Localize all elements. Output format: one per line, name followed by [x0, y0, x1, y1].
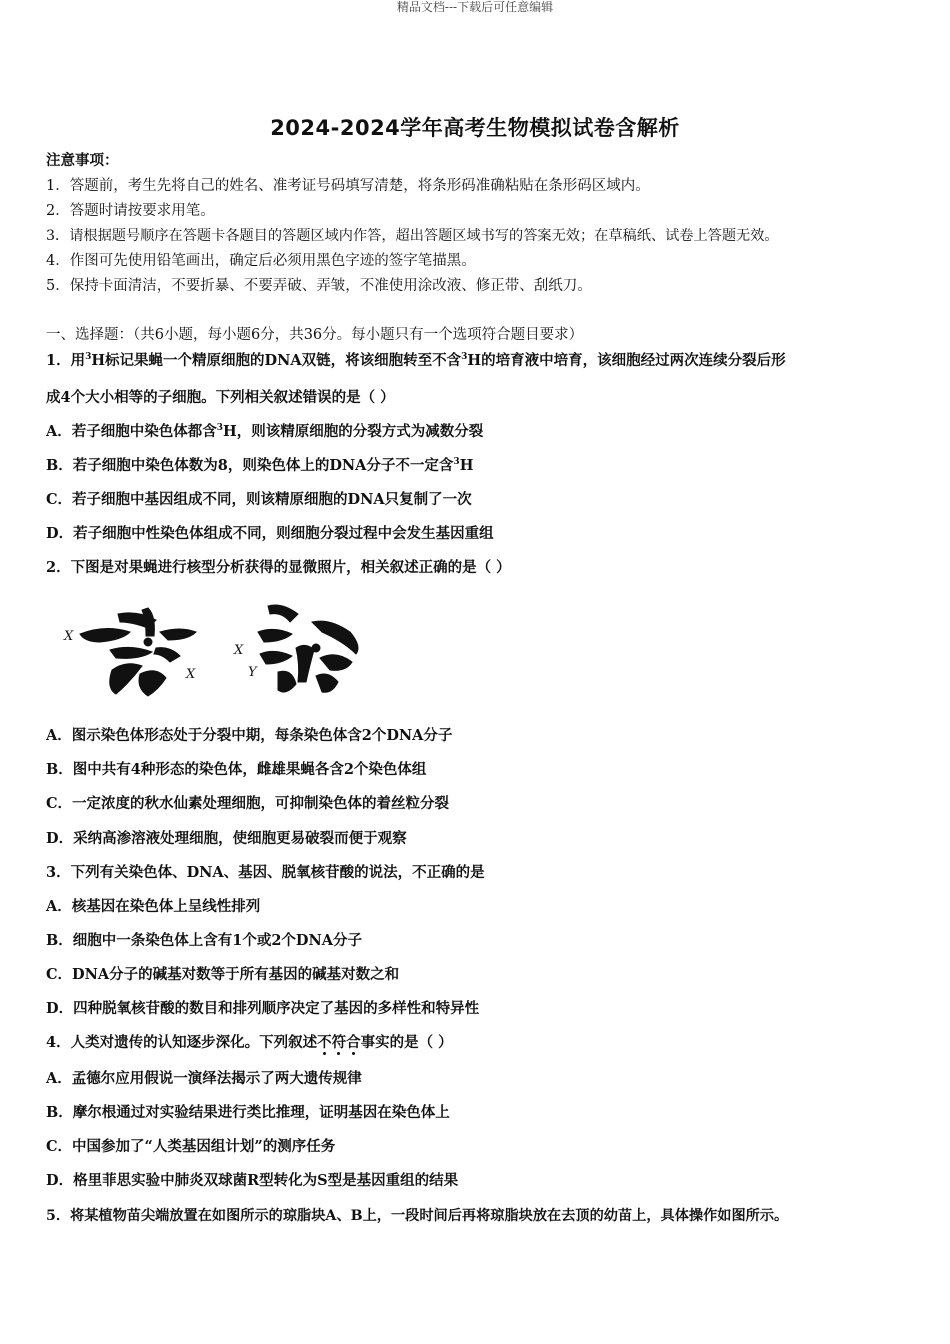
question-1-stem: 1．用$^3$H标记果蝇一个精原细胞的DNA双链，将该细胞转至不含$^3$H的培育液中培育，该细胞经过两次连续分裂后形	[46, 352, 786, 369]
chromosome	[296, 645, 314, 682]
chromosome	[110, 647, 152, 658]
karyotype-micrograph	[60, 592, 440, 710]
chromosome	[154, 648, 180, 662]
chromosome	[320, 655, 352, 671]
emphasis-char: 合	[346, 1034, 361, 1051]
chromosome-label-x: X	[64, 629, 74, 644]
notice-item-3: 3．请根据题号顺序在答题卡各题目的答题区域内作答，超出答题区域书写的答案无效；在草稿纸、试卷上答题无效。	[46, 228, 779, 244]
question-1-stem-cont: 成4个大小相等的子细胞。下列相关叙述错误的是（ ）	[46, 389, 395, 406]
chromosome	[80, 628, 130, 642]
chromosome-label-x: X	[186, 667, 196, 682]
notice-item-1: 1．答题前，考生先将自己的姓名、准考证号码填写清楚，将条形码准确粘贴在条形码区域内。	[46, 178, 650, 194]
question-2-option-d: D．采纳高渗溶液处理细胞，使细胞更易破裂而便于观察	[46, 830, 407, 847]
page-title: 2024-2024学年高考生物模拟试卷含解析	[270, 116, 680, 140]
chromosome	[278, 671, 296, 692]
notice-heading: 注意事项：	[46, 152, 119, 169]
question-3-option-d: D．四种脱氧核苷酸的数目和排列顺序决定了基因的多样性和特异性	[46, 1000, 480, 1017]
emphasis-char: 符	[331, 1034, 347, 1051]
question-2-option-c: C．一定浓度的秋水仙素处理细胞，可抑制染色体的着丝粒分裂	[46, 795, 450, 812]
question-4-option-c: C．中国参加了“人类基因组计划”的测序任务	[46, 1138, 336, 1155]
notice-item-4: 4．作图可先使用铅笔画出，确定后必须用黑色字迹的签字笔描黑。	[46, 253, 476, 269]
chromosome-dot	[312, 644, 320, 652]
chromosome	[268, 605, 298, 622]
chromosome-dot	[144, 638, 152, 646]
chromosome-label-x: X	[234, 643, 244, 658]
question-3-option-c: C．DNA分子的碱基对数等于所有基因的碱基对数之和	[46, 966, 400, 983]
question-4-stem: 4．人类对遗传的认知逐步深化。下列叙述不符合事实的是（ ）	[46, 1034, 453, 1051]
chromosome	[258, 629, 292, 642]
question-2-option-b: B．图中共有4种形态的染色体，雌雄果蝇各含2个染色体组	[46, 761, 427, 778]
header-note: 精品文档---下载后可任意编辑	[396, 0, 554, 14]
question-1-option-a: A．若子细胞中染色体都含$^3$H，则该精原细胞的分裂方式为减数分裂	[46, 423, 484, 440]
question-4-option-a: A．孟德尔应用假说一演绎法揭示了两大遗传规律	[46, 1070, 362, 1087]
chromosome	[110, 664, 142, 694]
question-5-stem: 5．将某植物苗尖端放置在如图所示的琼脂块A、B上，一段时间后再将琼脂块放在去顶的幼苗上，具体操作如图所示。	[46, 1208, 789, 1224]
question-4-option-b: B．摩尔根通过对实验结果进行类比推理，证明基因在染色体上	[46, 1104, 450, 1121]
notice-item-2: 2．答题时请按要求用笔。	[46, 203, 215, 219]
question-1-option-c: C．若子细胞中基因组成不同，则该精原细胞的DNA只复制了一次	[46, 491, 472, 508]
emphasis-char: 不	[317, 1034, 332, 1051]
notice-item-5: 5．保持卡面清洁，不要折暴、不要弄破、弄皱，不准使用涂改液、修正带、刮纸刀。	[46, 278, 592, 294]
chromosome	[160, 629, 196, 640]
question-2-stem: 2．下图是对果蝇进行核型分析获得的显微照片，相关叙述正确的是（ ）	[46, 559, 511, 576]
question-3-stem: 3．下列有关染色体、DNA、基因、脱氧核苷酸的说法，不正确的是	[46, 864, 485, 881]
chromosome	[316, 674, 338, 692]
section-heading: 一、选择题：（共6小题，每小题6分，共36分。每小题只有一个选项符合题目要求）	[46, 327, 584, 343]
question-1-option-d: D．若子细胞中性染色体组成不同，则细胞分裂过程中会发生基因重组	[46, 525, 494, 542]
chromosome	[260, 651, 292, 664]
question-1-option-b: B．若子细胞中染色体数为8，则染色体上的DNA分子不一定含$^3$H	[46, 457, 474, 474]
chromosome-label-y: Y	[248, 665, 257, 680]
question-2-option-a: A．图示染色体形态处于分裂中期，每条染色体含2个DNA分子	[46, 727, 453, 744]
question-3-option-a: A．核基因在染色体上呈线性排列	[46, 898, 261, 915]
question-4-option-d: D．格里菲思实验中肺炎双球菌R型转化为S型是基因重组的结果	[46, 1172, 459, 1189]
question-3-option-b: B．细胞中一条染色体上含有1个或2个DNA分子	[46, 932, 363, 949]
chromosome	[139, 671, 166, 696]
